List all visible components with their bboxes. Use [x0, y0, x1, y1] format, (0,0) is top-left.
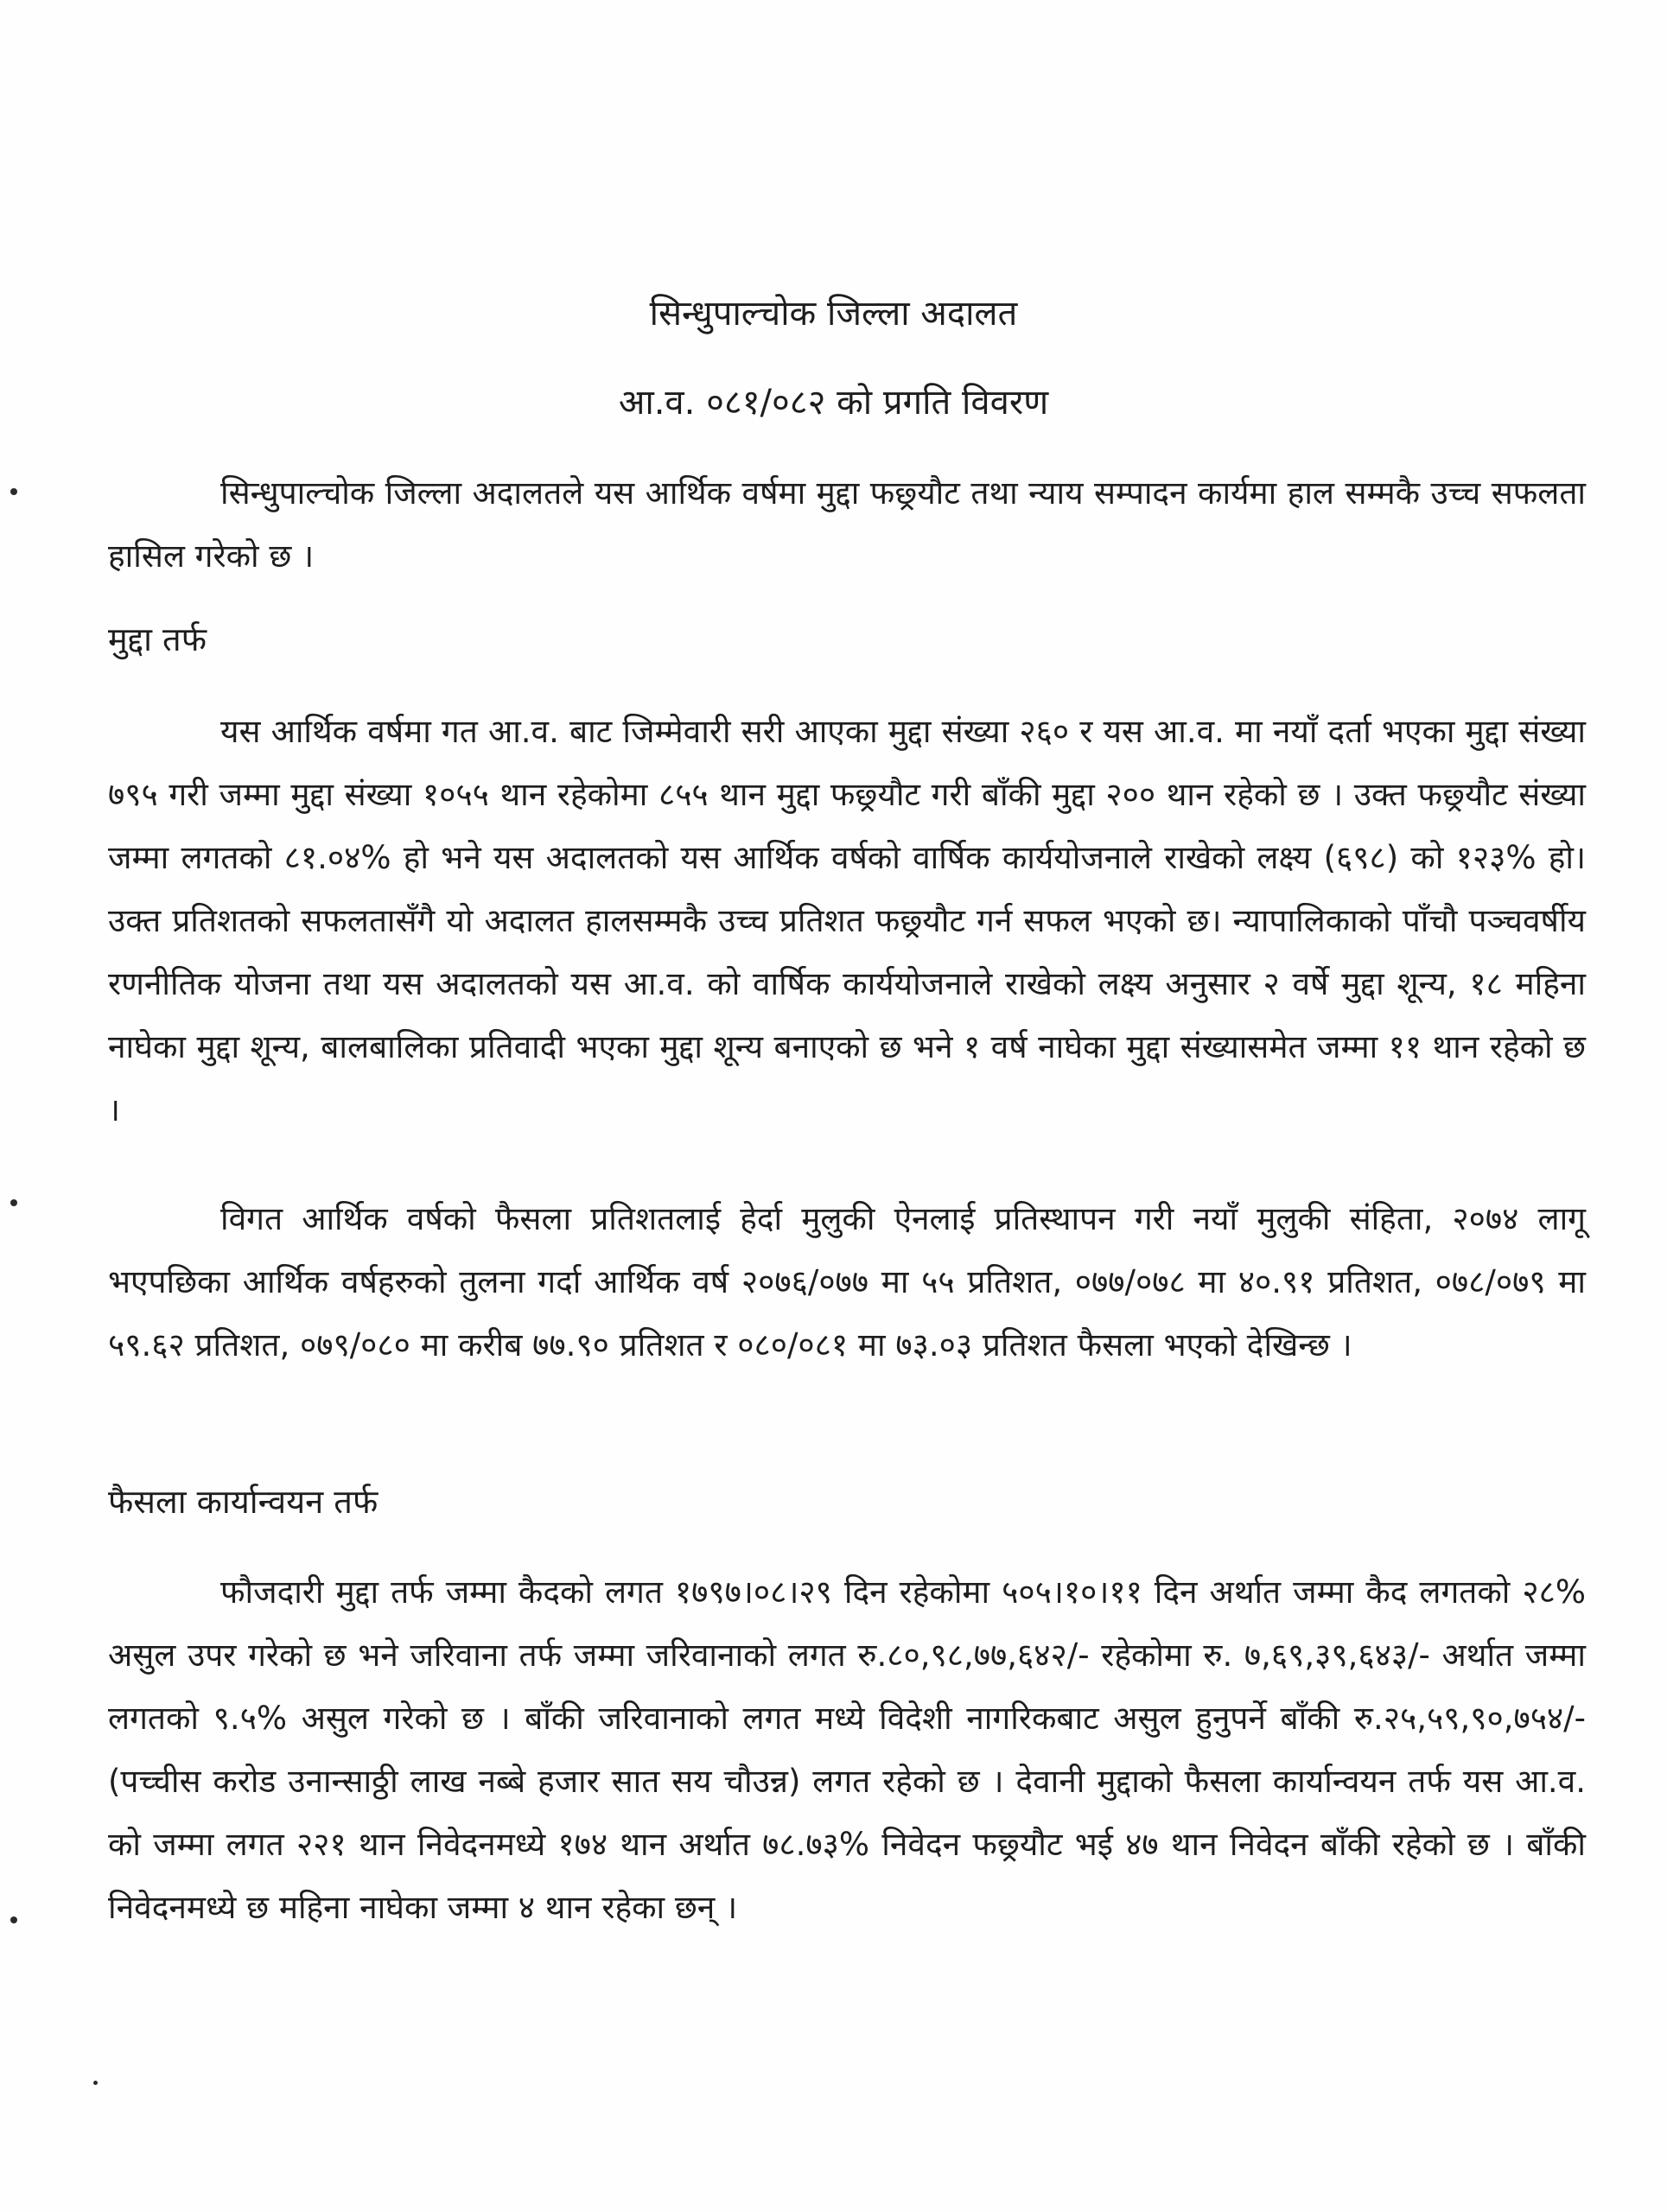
report-title: आ.व. ०८१/०८२ को प्रगति विवरण: [618, 383, 1049, 423]
court-name-heading: सिन्धुपाल्चोक जिल्ला अदालत: [649, 294, 1018, 334]
margin-mark: [93, 2081, 98, 2085]
case-section-heading: मुद्दा तर्फ: [108, 620, 207, 658]
enforcement-section-heading: फैसला कार्यान्वयन तर्फ: [108, 1483, 379, 1521]
enforcement-paragraph: फौजदारी मुद्दा तर्फ जम्मा कैदको लगत १७९७।०८।२९ दिन रहेकोमा ५०५।१०।११ दिन अर्थात जम्मा कैद लगतको २८% असुल उपर गरेको छ भने जरिवाना तर्फ जम्मा जरिवानाको लगत रु.८०,९८,७७,६४२/- रहेकोमा रु. ७,६९,३९,६४३/- अर्थात जम्मा लगतको ९.५% असुल गरेको छ । बाँकी जरिवानाको लगत मध्ये विदेशी नागरिकबाट असुल हुनुपर्ने बाँकी रु.२५,५९,९०,७५४/- (पच्चीस करोड उनान्साठ्ठी लाख नब्बे हजार सात सय चौउन्न) लगत रहेको छ । देवानी मुद्दाको फैसला कार्यान्वयन तर्फ यस आ.व. को जम्मा लगत २२१ थान निवेदनमध्ये १७४ थान अर्थात ७८.७३% निवेदन फछ्र्यौट भई ४७ थान निवेदन बाँकी रहेको छ । बाँकी निवेदनमध्ये छ महिना नाघेका जम्मा ४ थान रहेका छन् ।: [108, 1573, 1586, 1926]
intro-paragraph: सिन्धुपाल्चोक जिल्ला अदालतले यस आर्थिक वर्षमा मुद्दा फछ्र्यौट तथा न्याय सम्पादन कार्यमा हाल सम्मकै उच्च सफलता हासिल गरेको छ ।: [108, 474, 1586, 575]
margin-mark: [10, 1916, 17, 1923]
case-paragraph-1: यस आर्थिक वर्षमा गत आ.व. बाट जिम्मेवारी सरी आएका मुद्दा संख्या २६० र यस आ.व. मा नयाँ दर्ता भएका मुद्दा संख्या ७९५ गरी जम्मा मुद्दा संख्या १०५५ थान रहेकोमा ८५५ थान मुद्दा फछ्र्यौट गरी बाँकी मुद्दा २०० थान रहेको छ । उक्त फछ्र्यौट संख्या जम्मा लगतको ८१.०४% हो भने यस अदालतको यस आर्थिक वर्षको वार्षिक कार्ययोजनाले राखेको लक्ष्य (६९८) को १२३% हो। उक्त प्रतिशतको सफलतासँगै यो अदालत हालसम्मकै उच्च प्रतिशत फछ्र्यौट गर्न सफल भएको छ। न्यापालिकाको पाँचौ पञ्चवर्षीय रणनीतिक योजना तथा यस अदालतको यस आ.व. को वार्षिक कार्ययोजनाले राखेको लक्ष्य अनुसार २ वर्षे मुद्दा शून्य, १८ महिना नाघेका मुद्दा शून्य, बालबालिका प्रतिवादी भएका मुद्दा शून्य बनाएको छ भने १ वर्ष नाघेका मुद्दा संख्यासमेत जम्मा ११ थान रहेको छ ।: [108, 713, 1586, 1128]
margin-mark: [10, 488, 17, 495]
margin-mark: [10, 1199, 17, 1206]
case-paragraph-2: विगत आर्थिक वर्षको फैसला प्रतिशतलाई हेर्दा मुलुकी ऐनलाई प्रतिस्थापन गरी नयाँ मुलुकी संहिता, २०७४ लागू भएपछिका आर्थिक वर्षहरुको तुलना गर्दा आर्थिक वर्ष २०७६/०७७ मा ५५ प्रतिशत, ०७७/०७८ मा ४०.९१ प्रतिशत, ०७८/०७९ मा ५९.६२ प्रतिशत, ०७९/०८० मा करीब ७७.९० प्रतिशत र ०८०/०८१ मा ७३.०३ प्रतिशत फैसला भएको देखिन्छ ।: [108, 1200, 1586, 1363]
